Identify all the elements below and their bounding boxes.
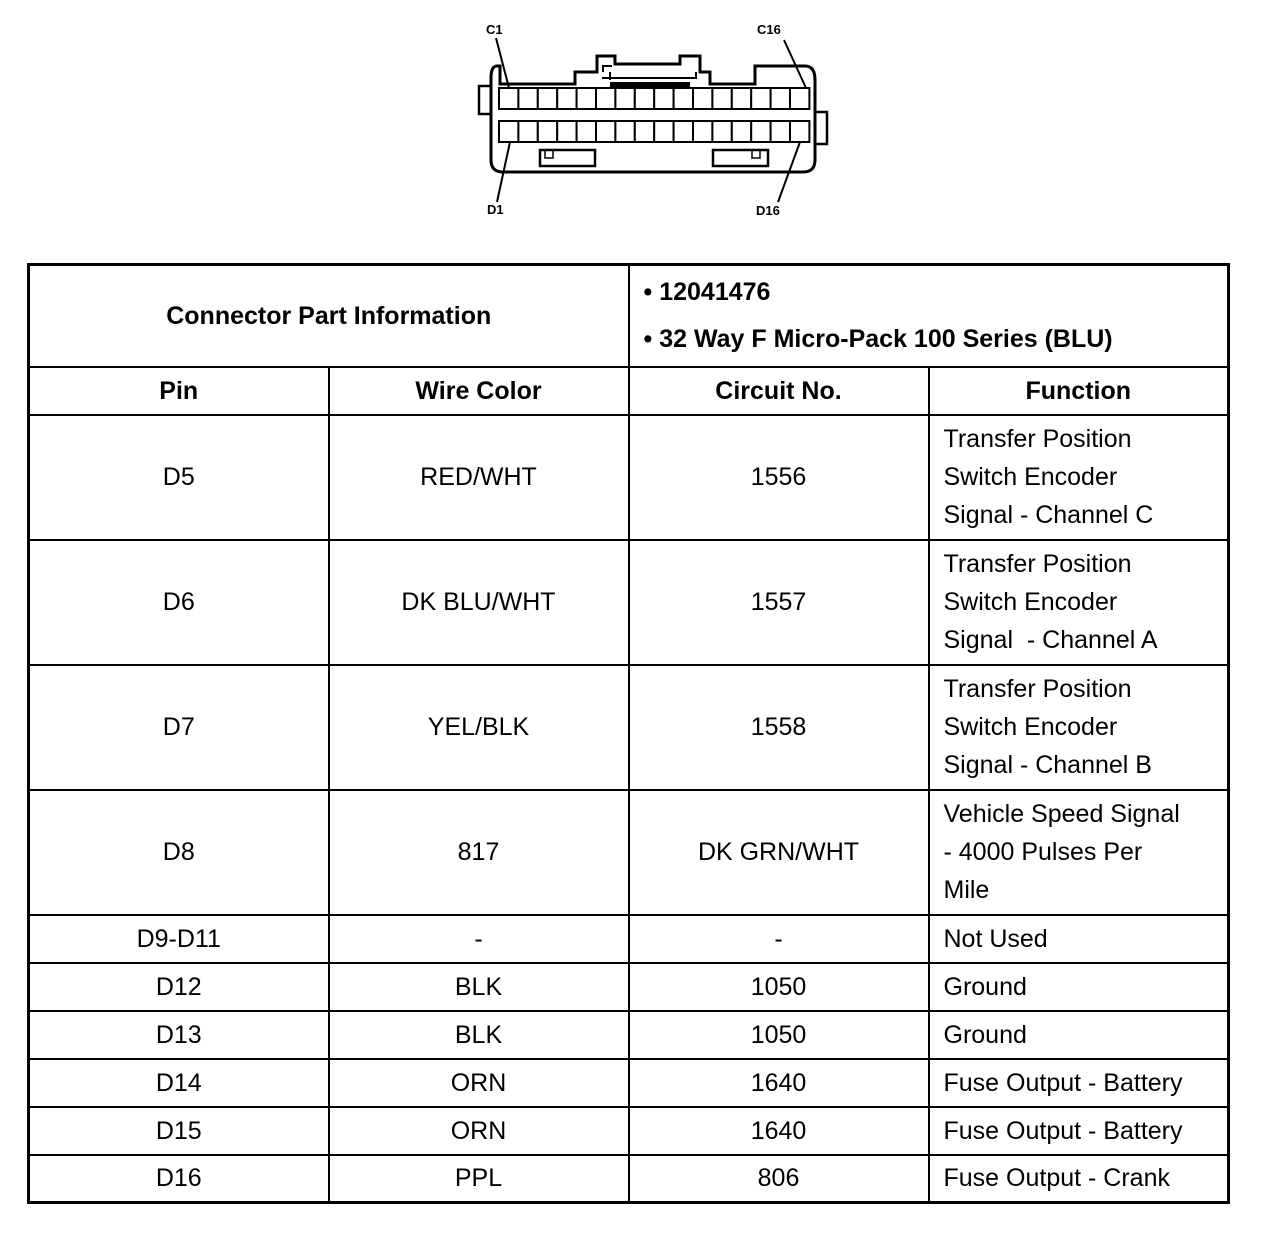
cavity-d6 <box>596 121 615 142</box>
function-line: - 4000 Pulses Per <box>943 838 1143 866</box>
wire-color-cell: RED/WHT <box>329 415 629 540</box>
function-cell <box>929 790 1229 915</box>
header-pin: Pin <box>29 367 329 415</box>
wire-color-cell: BLK <box>329 963 629 1011</box>
function-cell <box>929 1011 1229 1059</box>
circuit-cell: 1556 <box>629 415 929 540</box>
table-row <box>29 1155 1229 1203</box>
cavity-d15 <box>771 121 790 142</box>
function-line: Vehicle Speed Signal <box>943 800 1180 828</box>
top-latch <box>602 66 696 80</box>
cavity-d3 <box>538 121 557 142</box>
wire-color-cell: ORN <box>329 1059 629 1107</box>
table-row <box>29 415 1229 540</box>
pin-cell: D13 <box>29 1011 329 1059</box>
connector-info-values <box>629 265 1229 367</box>
circuit-cell: - <box>629 915 929 963</box>
label-d16: D16 <box>756 203 780 218</box>
function-line: Signal - Channel C <box>943 501 1154 529</box>
cavity-row-c <box>499 88 809 109</box>
connector-part-number: • 12041476 <box>644 269 1228 316</box>
circuit-cell: 1640 <box>629 1107 929 1155</box>
cavity-c8 <box>635 88 654 109</box>
pin-cell: D14 <box>29 1059 329 1107</box>
cavity-d16 <box>790 121 809 142</box>
cavity-row-d <box>499 121 809 142</box>
header-function: Function <box>929 367 1229 415</box>
pin-cell: D16 <box>29 1155 329 1203</box>
cavity-c16 <box>790 88 809 109</box>
pin-cell: D5 <box>29 415 329 540</box>
wire-color-cell: 817 <box>329 790 629 915</box>
circuit-cell: DK GRN/WHT <box>629 790 929 915</box>
cavity-c13 <box>732 88 751 109</box>
connector-diagram <box>0 0 1280 240</box>
right-latch-tab <box>815 112 827 144</box>
circuit-cell: 1050 <box>629 963 929 1011</box>
cavity-d11 <box>693 121 712 142</box>
pin-cell: D7 <box>29 665 329 790</box>
cavity-d14 <box>751 121 770 142</box>
function-line: Transfer Position <box>943 675 1132 703</box>
leader-c1 <box>496 38 509 88</box>
pin-cell: D9-D11 <box>29 915 329 963</box>
function-line: Switch Encoder <box>943 588 1118 616</box>
cavity-d1 <box>499 121 518 142</box>
table-row <box>29 1107 1229 1155</box>
wire-color-cell: PPL <box>329 1155 629 1203</box>
cavity-d10 <box>674 121 693 142</box>
connector-info-label: Connector Part Information <box>29 265 629 367</box>
cavity-d13 <box>732 121 751 142</box>
cavity-c2 <box>518 88 537 109</box>
pin-cell: D12 <box>29 963 329 1011</box>
cavity-c7 <box>615 88 634 109</box>
cavity-c12 <box>712 88 731 109</box>
label-c1: C1 <box>486 22 503 37</box>
table-row <box>29 540 1229 665</box>
function-line: Fuse Output - Battery <box>943 1068 1183 1097</box>
wire-color-cell: YEL/BLK <box>329 665 629 790</box>
wire-color-cell: DK BLU/WHT <box>329 540 629 665</box>
cavity-c6 <box>596 88 615 109</box>
function-cell <box>929 665 1229 790</box>
function-line: Transfer Position <box>943 425 1132 453</box>
cavity-c9 <box>654 88 673 109</box>
connector-info-row <box>29 265 1229 367</box>
function-line: Signal - Channel B <box>943 751 1152 779</box>
function-line: Mile <box>943 876 990 904</box>
left-latch-tab <box>479 86 491 114</box>
cavity-c14 <box>751 88 770 109</box>
cavity-c5 <box>577 88 596 109</box>
function-line: Fuse Output - Crank <box>943 1164 1170 1193</box>
function-line: Signal - Channel A <box>943 626 1158 654</box>
function-line: Ground <box>943 1020 1027 1049</box>
table-row <box>29 1059 1229 1107</box>
table-row <box>29 665 1229 790</box>
cavity-c15 <box>771 88 790 109</box>
function-line: Fuse Output - Battery <box>943 1116 1183 1145</box>
header-circuit-no: Circuit No. <box>629 367 929 415</box>
connector-description: • 32 Way F Micro-Pack 100 Series (BLU) <box>644 316 1228 363</box>
function-line: Transfer Position <box>943 550 1132 578</box>
function-line: Ground <box>943 972 1027 1001</box>
wire-color-cell: - <box>329 915 629 963</box>
function-cell <box>929 1059 1229 1107</box>
cavity-d5 <box>577 121 596 142</box>
wire-color-cell: ORN <box>329 1107 629 1155</box>
cavity-d8 <box>635 121 654 142</box>
cavity-c1 <box>499 88 518 109</box>
circuit-cell: 1640 <box>629 1059 929 1107</box>
function-cell <box>929 1155 1229 1203</box>
circuit-cell: 806 <box>629 1155 929 1203</box>
function-line: Not Used <box>943 924 1048 953</box>
circuit-cell: 1050 <box>629 1011 929 1059</box>
cavity-c10 <box>674 88 693 109</box>
label-d1: D1 <box>487 202 504 217</box>
circuit-cell: 1558 <box>629 665 929 790</box>
wire-color-cell: BLK <box>329 1011 629 1059</box>
cavity-d4 <box>557 121 576 142</box>
pin-cell: D8 <box>29 790 329 915</box>
table-row <box>29 963 1229 1011</box>
pinout-table <box>27 263 1230 1204</box>
table-row <box>29 915 1229 963</box>
circuit-cell: 1557 <box>629 540 929 665</box>
leader-c16 <box>784 40 806 88</box>
pin-cell: D6 <box>29 540 329 665</box>
function-line: Switch Encoder <box>943 463 1118 491</box>
cavity-c11 <box>693 88 712 109</box>
pin-cell: D15 <box>29 1107 329 1155</box>
function-cell <box>929 540 1229 665</box>
function-line: Switch Encoder <box>943 713 1118 741</box>
function-cell <box>929 415 1229 540</box>
cavity-d7 <box>615 121 634 142</box>
header-wire-color: Wire Color <box>329 367 629 415</box>
table-row <box>29 790 1229 915</box>
header-row <box>29 367 1229 415</box>
cavity-c3 <box>538 88 557 109</box>
label-c16: C16 <box>757 22 781 37</box>
cavity-c4 <box>557 88 576 109</box>
cavity-d9 <box>654 121 673 142</box>
table-row <box>29 1011 1229 1059</box>
cavity-d2 <box>518 121 537 142</box>
function-cell <box>929 1107 1229 1155</box>
function-cell <box>929 963 1229 1011</box>
function-cell <box>929 915 1229 963</box>
cavity-d12 <box>712 121 731 142</box>
